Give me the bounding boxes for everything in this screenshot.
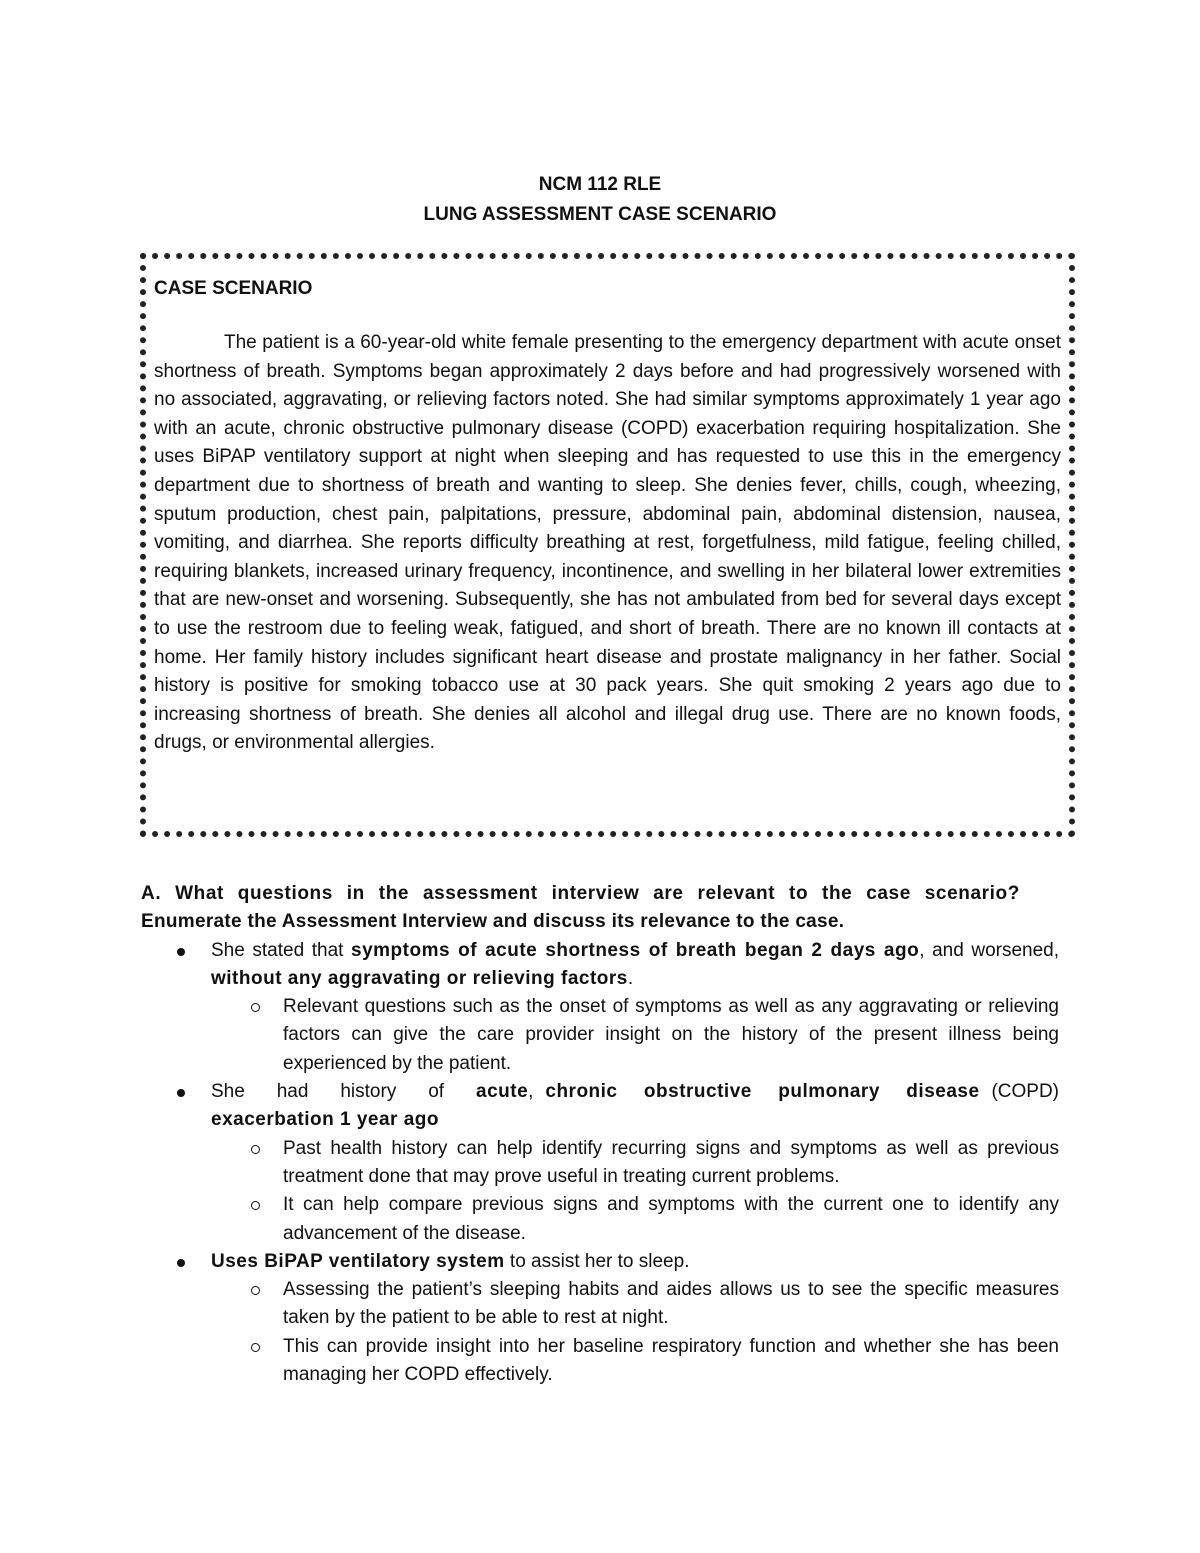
sub-list-item (211, 1191, 1059, 1248)
sub-list-item (211, 1333, 1059, 1390)
item-emphasis: Uses BiPAP ventilatory system (211, 1250, 505, 1272)
circle-bullet-icon (251, 1201, 260, 1210)
case-scenario-text: The patient is a 60-year-old white female presenting to the emergency department with acute onset shortness of breath. Symptoms began approximately 2 days before and had progressively worsened with no associated, aggravating, or relieving factors noted. She had similar symptoms approximately 1 year ago with an acute, chronic obstructive pulmonary disease (COPD) exacerbation requiring hospitalization. She uses BiPAP ventilatory support at night when sleeping and has requested to use this in the emergency department due to shortness of breath and wanting to sleep. She denies fever, chills, cough, wheezing, sputum production, chest pain, palpitations, pressure, abdominal pain, abdominal distension, nausea, vomiting, and diarrhea. She reports difficulty breathing at rest, forgetfulness, mild fatigue, feeling chilled, requiring blankets, increased urinary frequency, incontinence, and swelling in her bilateral lower extremities that are new-onset and worsening. Subsequently, she has not ambulated from bed for several days except to use the restroom due to feeling weak, fatigued, and short of breath. There are no known ill contacts at home. Her family history includes significant heart disease and prostate malignancy in her father. Social history is positive for smoking tobacco use at 30 pack years. She quit smoking 2 years ago due to increasing shortness of breath. She denies all alcohol and illegal drug use. There are no known foods, drugs, or environmental allergies. (154, 332, 1061, 754)
sub-item-text: Relevant questions such as the onset of symptoms as well as any aggravating or relieving factors can give the care provider insight on the history of the present illness being experienced by the patient. (283, 996, 1059, 1074)
answer-list (141, 937, 1059, 1390)
sub-list-item (211, 1135, 1059, 1192)
item-text: . (627, 967, 634, 989)
item-emphasis: acute (476, 1081, 529, 1103)
document-title: LUNG ASSESSMENT CASE SCENARIO (423, 204, 777, 225)
sub-list (211, 993, 1059, 1078)
circle-bullet-icon (251, 1003, 260, 1012)
question-a-line-2: Enumerate the Assessment Interview and discuss its relevance to the case. (141, 911, 845, 933)
circle-bullet-icon (251, 1343, 260, 1352)
item-text: to assist her to sleep. (504, 1250, 690, 1272)
sub-item-text: Assessing the patient’s sleeping habits and aides allows us to see the specific measures taken by the patient to be able to rest at night. (283, 1279, 1059, 1329)
sub-list (211, 1276, 1059, 1389)
item-text: , and worsened, (919, 939, 1060, 961)
item-emphasis: chronic obstructive pulmonary disease (545, 1081, 980, 1103)
sub-item-text: It can help compare previous signs and symptoms with the current one to identify any advancement of the disease. (283, 1194, 1059, 1244)
item-text: She had history of (211, 1081, 477, 1103)
item-text: (COPD) (979, 1081, 1060, 1103)
circle-bullet-icon (251, 1145, 260, 1154)
list-item (141, 937, 1059, 1078)
course-code: NCM 112 RLE (538, 174, 662, 195)
sub-list (211, 1135, 1059, 1248)
sub-list-item (211, 1276, 1059, 1333)
question-a-line-1: A. What questions in the assessment interview are relevant to the case scenario? (141, 883, 1020, 904)
case-scenario-heading: CASE SCENARIO (154, 278, 313, 299)
item-text: , (528, 1081, 546, 1103)
bullet-icon (177, 948, 185, 956)
list-item (141, 1248, 1059, 1389)
circle-bullet-icon (251, 1286, 260, 1295)
item-emphasis: symptoms of acute shortness of breath began 2 days ago (351, 939, 920, 961)
sub-item-text: This can provide insight into her baseline respiratory function and whether she has been managing her COPD effectively. (283, 1335, 1059, 1386)
title-block (0, 170, 1200, 230)
section-a (141, 880, 1059, 1389)
list-item (141, 1078, 1059, 1248)
case-scenario-box (140, 253, 1075, 837)
sub-item-text: Past health history can help identify recurring signs and symptoms as well as previous treatment done that may prove useful in treating current problems. (283, 1137, 1059, 1187)
item-emphasis: exacerbation 1 year ago (211, 1109, 439, 1131)
bullet-icon (177, 1259, 185, 1267)
item-text: She stated that (211, 939, 351, 961)
sub-list-item (211, 993, 1059, 1078)
item-emphasis: without any aggravating or relieving factors (211, 967, 628, 989)
bullet-icon (177, 1089, 185, 1097)
